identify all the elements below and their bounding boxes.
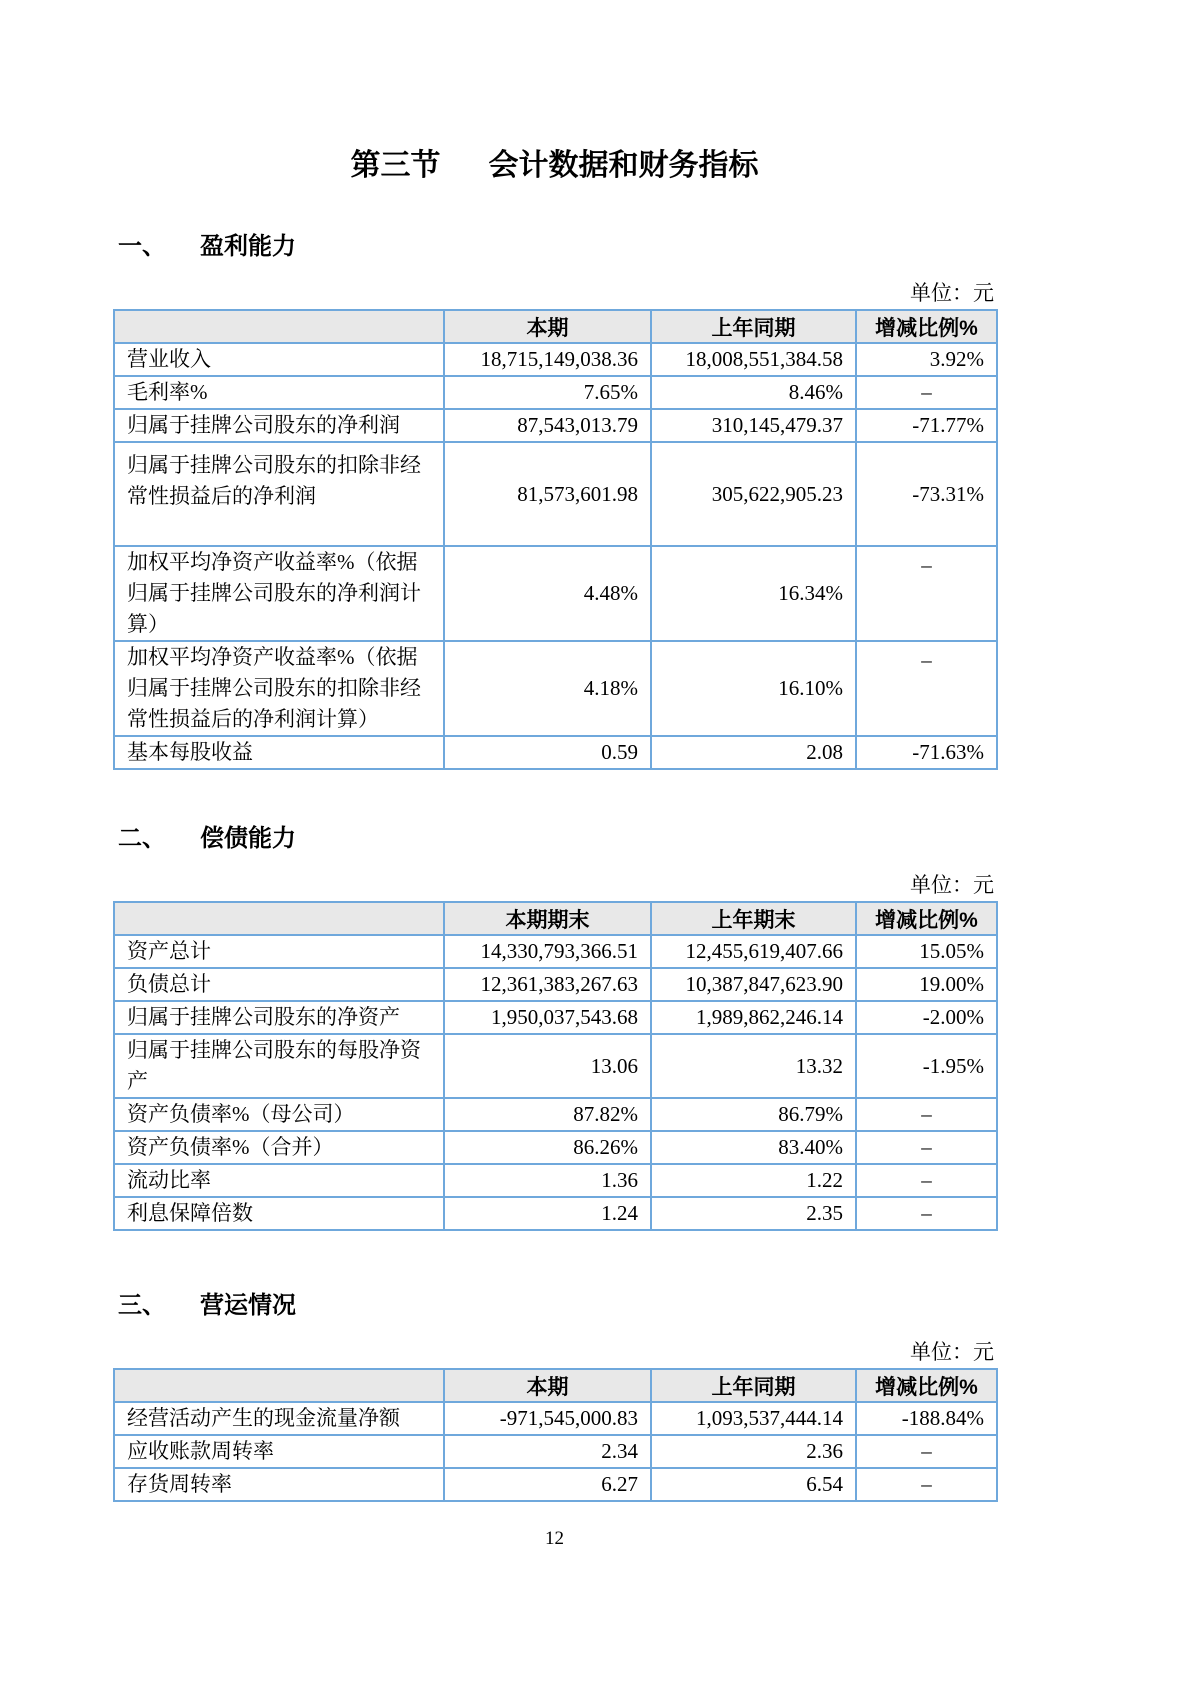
- section-heading-profitability: [118, 234, 996, 260]
- value-cell: -971,545,000.83: [444, 1402, 651, 1435]
- row-label: 流动比率: [114, 1164, 444, 1197]
- section-heading-label: 盈利能力: [200, 233, 296, 260]
- value-cell: 6.27: [444, 1468, 651, 1501]
- value-cell: -71.63%: [856, 736, 997, 769]
- column-header: [114, 310, 444, 343]
- value-cell: 15.05%: [856, 935, 997, 968]
- table-row: [114, 376, 997, 409]
- table-row: [114, 1098, 997, 1131]
- column-header: 上年期末: [651, 902, 856, 935]
- value-cell: 1,093,537,444.14: [651, 1402, 856, 1435]
- table-header-row: [114, 1369, 997, 1402]
- profitability-table: [113, 309, 998, 770]
- table-row: [114, 343, 997, 376]
- value-cell: 0.59: [444, 736, 651, 769]
- page-title: [113, 0, 996, 182]
- no-value-dash: –: [856, 1131, 997, 1164]
- value-cell: 14,330,793,366.51: [444, 935, 651, 968]
- value-cell: 3.92%: [856, 343, 997, 376]
- value-cell: 4.18%: [444, 641, 651, 736]
- value-cell: 18,715,149,038.36: [444, 343, 651, 376]
- table-row: [114, 1197, 997, 1230]
- no-value-dash: –: [856, 1197, 997, 1230]
- unit-label: 单位：元: [910, 1340, 994, 1364]
- column-header: 本期期末: [444, 902, 651, 935]
- row-label: 营业收入: [114, 343, 444, 376]
- row-label: 归属于挂牌公司股东的扣除非经常性损益后的净利润: [114, 442, 444, 546]
- row-label: 基本每股收益: [114, 736, 444, 769]
- value-cell: 16.10%: [651, 641, 856, 736]
- column-header: 增减比例%: [856, 902, 997, 935]
- table-row: [114, 1034, 997, 1098]
- value-cell: 2.35: [651, 1197, 856, 1230]
- table-row: [114, 442, 997, 546]
- column-header: 上年同期: [651, 1369, 856, 1402]
- column-header: [114, 1369, 444, 1402]
- table-header-row: [114, 902, 997, 935]
- table-row: [114, 641, 997, 736]
- value-cell: 310,145,479.37: [651, 409, 856, 442]
- value-cell: 10,387,847,623.90: [651, 968, 856, 1001]
- value-cell: -1.95%: [856, 1034, 997, 1098]
- unit-label: 单位：元: [910, 873, 994, 897]
- row-label: 负债总计: [114, 968, 444, 1001]
- column-header: 本期: [444, 310, 651, 343]
- value-cell: 83.40%: [651, 1131, 856, 1164]
- page-title-text: 会计数据和财务指标: [488, 149, 759, 182]
- section-heading-label: 营运情况: [200, 1292, 296, 1319]
- no-value-dash: –: [856, 376, 997, 409]
- row-label: 加权平均净资产收益率%（依据归属于挂牌公司股东的扣除非经常性损益后的净利润计算）: [114, 641, 444, 736]
- row-label: 存货周转率: [114, 1468, 444, 1501]
- table-row: [114, 1164, 997, 1197]
- solvency-table: [113, 901, 998, 1231]
- value-cell: -188.84%: [856, 1402, 997, 1435]
- value-cell: 1,950,037,543.68: [444, 1001, 651, 1034]
- no-value-dash: –: [856, 1164, 997, 1197]
- table-row: [114, 546, 997, 641]
- value-cell: 8.46%: [651, 376, 856, 409]
- section-number: 三、: [118, 1292, 166, 1319]
- value-cell: 1.36: [444, 1164, 651, 1197]
- table-row: [114, 1468, 997, 1501]
- row-label: 归属于挂牌公司股东的净利润: [114, 409, 444, 442]
- value-cell: 2.34: [444, 1435, 651, 1468]
- table-row: [114, 1001, 997, 1034]
- value-cell: 12,455,619,407.66: [651, 935, 856, 968]
- row-label: 资产负债率%（母公司）: [114, 1098, 444, 1131]
- row-label: 毛利率%: [114, 376, 444, 409]
- no-value-dash: –: [856, 1468, 997, 1501]
- column-header: 增减比例%: [856, 310, 997, 343]
- value-cell: 2.08: [651, 736, 856, 769]
- page-title-section-number: 第三节: [350, 149, 441, 182]
- no-value-dash: –: [856, 1435, 997, 1468]
- value-cell: 13.06: [444, 1034, 651, 1098]
- value-cell: 87.82%: [444, 1098, 651, 1131]
- value-cell: -2.00%: [856, 1001, 997, 1034]
- no-value-dash: –: [856, 546, 997, 641]
- no-value-dash: –: [856, 1098, 997, 1131]
- value-cell: 4.48%: [444, 546, 651, 641]
- value-cell: 1.24: [444, 1197, 651, 1230]
- section-heading-label: 偿债能力: [200, 825, 296, 852]
- value-cell: 81,573,601.98: [444, 442, 651, 546]
- value-cell: 13.32: [651, 1034, 856, 1098]
- column-header: [114, 902, 444, 935]
- value-cell: 18,008,551,384.58: [651, 343, 856, 376]
- column-header: 增减比例%: [856, 1369, 997, 1402]
- column-header: 上年同期: [651, 310, 856, 343]
- value-cell: 2.36: [651, 1435, 856, 1468]
- row-label: 应收账款周转率: [114, 1435, 444, 1468]
- row-label: 经营活动产生的现金流量净额: [114, 1402, 444, 1435]
- value-cell: -71.77%: [856, 409, 997, 442]
- section-heading-operations: [118, 1293, 996, 1319]
- table-row: [114, 1435, 997, 1468]
- section-number: 二、: [118, 825, 166, 852]
- table-row: [114, 409, 997, 442]
- value-cell: 87,543,013.79: [444, 409, 651, 442]
- table-header-row: [114, 310, 997, 343]
- value-cell: 12,361,383,267.63: [444, 968, 651, 1001]
- unit-label: 单位：元: [910, 281, 994, 305]
- no-value-dash: –: [856, 641, 997, 736]
- row-label: 利息保障倍数: [114, 1197, 444, 1230]
- table-row: [114, 1402, 997, 1435]
- section-heading-solvency: [118, 826, 996, 852]
- value-cell: 305,622,905.23: [651, 442, 856, 546]
- row-label: 资产负债率%（合并）: [114, 1131, 444, 1164]
- value-cell: -73.31%: [856, 442, 997, 546]
- table-row: [114, 736, 997, 769]
- value-cell: 86.26%: [444, 1131, 651, 1164]
- operations-table: [113, 1368, 998, 1502]
- section-number: 一、: [118, 233, 166, 260]
- value-cell: 86.79%: [651, 1098, 856, 1131]
- page-number: 12: [545, 1528, 564, 1549]
- value-cell: 1,989,862,246.14: [651, 1001, 856, 1034]
- row-label: 归属于挂牌公司股东的净资产: [114, 1001, 444, 1034]
- value-cell: 7.65%: [444, 376, 651, 409]
- value-cell: 1.22: [651, 1164, 856, 1197]
- table-row: [114, 968, 997, 1001]
- table-row: [114, 1131, 997, 1164]
- table-row: [114, 935, 997, 968]
- document-page: [113, 0, 996, 1502]
- value-cell: 19.00%: [856, 968, 997, 1001]
- column-header: 本期: [444, 1369, 651, 1402]
- value-cell: 6.54: [651, 1468, 856, 1501]
- value-cell: 16.34%: [651, 546, 856, 641]
- row-label: 归属于挂牌公司股东的每股净资产: [114, 1034, 444, 1098]
- row-label: 加权平均净资产收益率%（依据归属于挂牌公司股东的净利润计算）: [114, 546, 444, 641]
- row-label: 资产总计: [114, 935, 444, 968]
